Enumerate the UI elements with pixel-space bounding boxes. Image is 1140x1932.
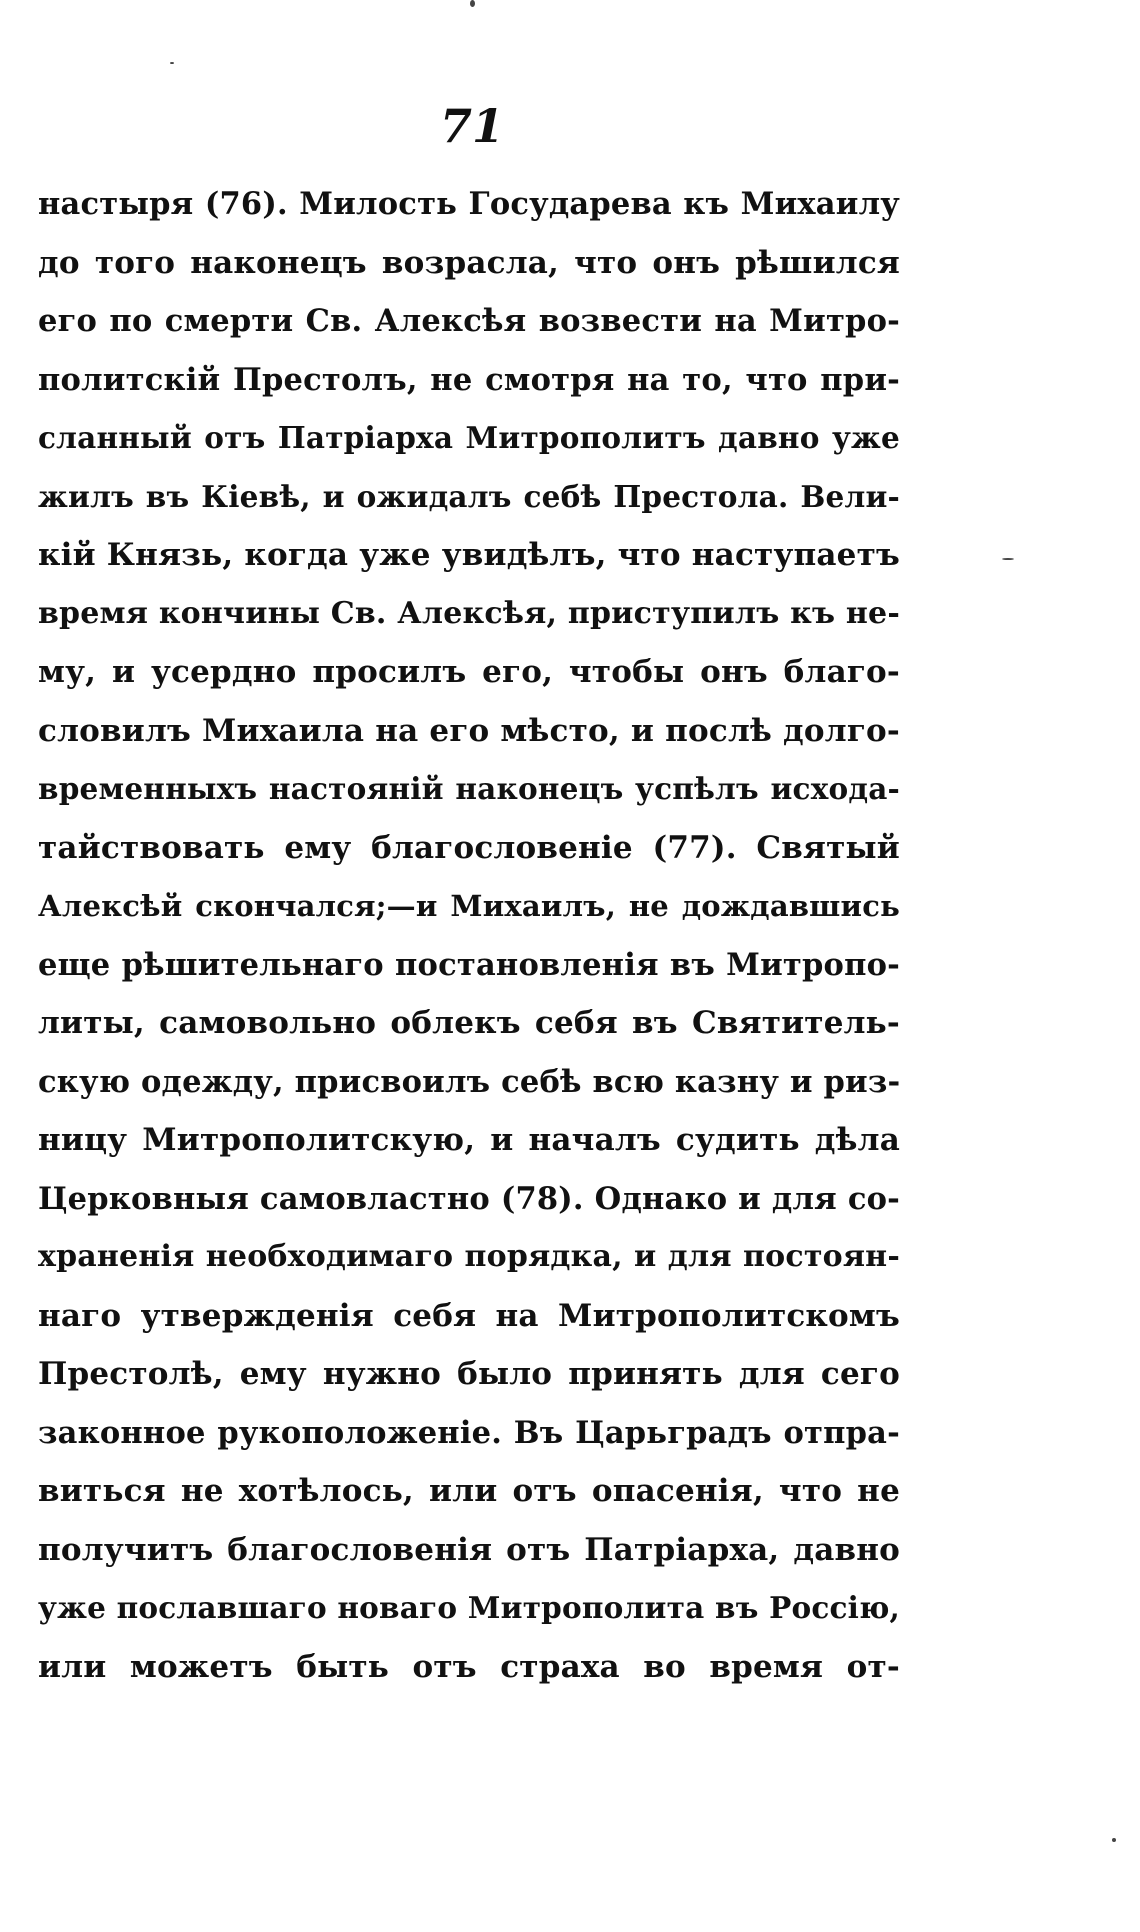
text-line: до того наконецъ возрасла, что онъ рѣшился	[38, 244, 900, 281]
text-line: Престолѣ, ему нужно было принять для сего	[38, 1356, 900, 1392]
text-line: сланный отъ Патріарха Митрополитъ давно уже	[38, 420, 900, 455]
text-line: скую одежду, присвоилъ себѣ всю казну и риз-	[38, 1063, 901, 1100]
text-line: му, и усердно просилъ его, чтобы онъ благо-	[38, 654, 900, 690]
scan-speck	[170, 62, 174, 64]
text-line: виться не хотѣлось, или отъ опасенія, что не	[38, 1473, 900, 1509]
page-number: 71	[440, 99, 505, 153]
text-line: храненія необходимаго порядка, и для постоян-	[38, 1239, 900, 1274]
text-line: словилъ Михаила на его мѣсто, и послѣ долго-	[38, 712, 900, 749]
text-line: получитъ благословенія отъ Патріарха, давно	[38, 1531, 900, 1568]
body-text	[38, 175, 900, 1696]
text-line: наго утвержденія себя на Митрополитскомъ	[38, 1297, 900, 1334]
text-line: кій Князь, когда уже увидѣлъ, что наступаетъ	[38, 537, 900, 573]
text-line: еще рѣшительнаго постановленія въ Митропо-	[38, 946, 900, 983]
text-line: политскій Престолъ, не смотря на то, что при-	[38, 361, 900, 398]
text-line: ницу Митрополитскую, и началъ судить дѣла	[38, 1122, 900, 1158]
text-line: Церковныя самовластно (78). Однако и для со-	[38, 1180, 900, 1217]
text-line: временныхъ настояній наконецъ успѣлъ исхода-	[38, 771, 900, 806]
scan-speck	[1002, 558, 1014, 560]
text-line: настыря (76). Милость Государева къ Михаилу	[38, 186, 900, 222]
text-line: время кончины Св. Алексѣя, приступилъ къ не-	[38, 595, 900, 631]
text-line: его по смерти Св. Алексѣя возвести на Митро-	[38, 303, 900, 339]
text-line: законное рукоположеніе. Въ Царьградъ отпра-	[38, 1414, 900, 1451]
text-line: тайствовать ему благословеніе (77). Святый	[38, 829, 900, 866]
scan-speck	[470, 0, 475, 7]
text-line: литы, самовольно облекъ себя въ Святитель-	[38, 1005, 900, 1041]
text-line: Алексѣй скончался;—и Михаилъ, не дождавшись	[38, 889, 900, 923]
text-line: жилъ въ Кіевѣ, и ожидалъ себѣ Престола. Вели-	[38, 478, 900, 514]
text-line: уже пославшаго новаго Митрополита въ Россію,	[38, 1590, 900, 1625]
text-line: или можетъ быть отъ страха во время от-	[38, 1648, 900, 1685]
scan-speck	[1112, 1838, 1116, 1842]
